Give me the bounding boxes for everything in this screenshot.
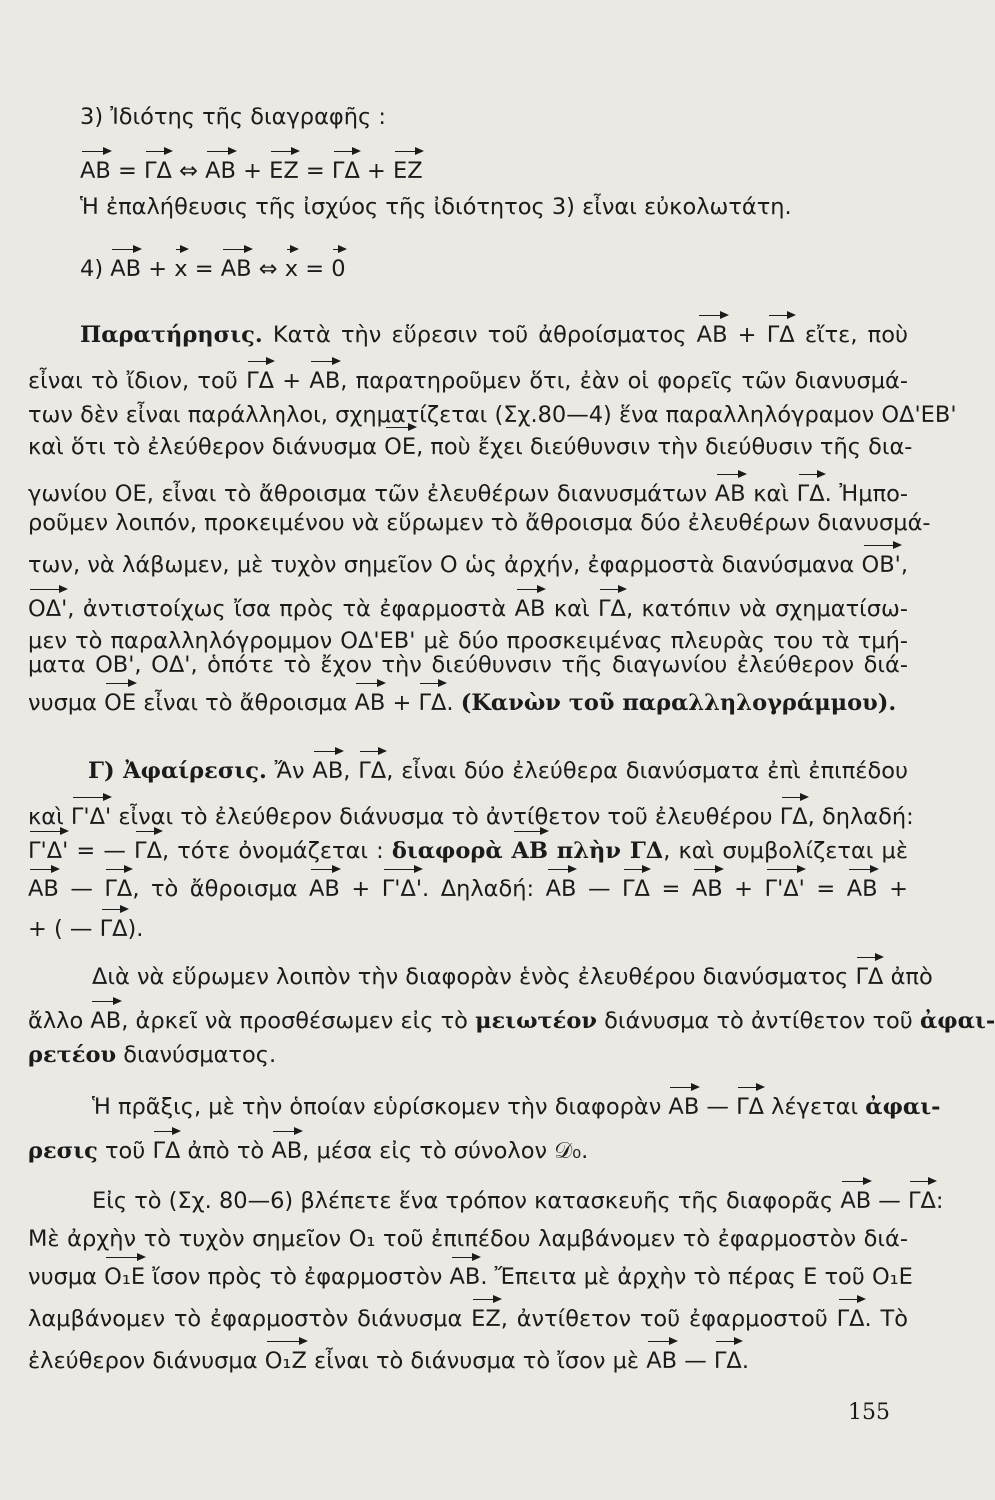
vector-ab: ΑΒ	[80, 158, 111, 184]
paragraph-3-line-1: Ἡ πρᾶξις, μὲ τὴν ὁποίαν εὑρίσκομεν τὴν διαφορὰν ΑΒ — ΓΔ λέγεται ἀφαι-	[92, 1094, 941, 1120]
paragraph-4-line-1: Εἰς τὸ (Σχ. 80—6) βλέπετε ἕνα τρόπον κατασκευῆς τῆς διαφορᾶς ΑΒ — ΓΔ:	[92, 1188, 944, 1214]
paragraph-4-line-3: νυσμα Ο₁Ε ἴσον πρὸς τὸ ἐφαρμοστὸν ΑΒ. Ἔπειτα μὲ ἀρχὴν τὸ πέρας Ε τοῦ Ο₁Ε	[28, 1264, 913, 1290]
vector-zero: 0	[331, 256, 346, 282]
vector-x: x	[174, 256, 188, 282]
vector-gd: ΓΔ	[144, 158, 172, 184]
vector-ab: ΑΒ	[220, 256, 252, 282]
vector-ez: ΕΖ	[393, 158, 423, 184]
remark-line-7: των, νὰ λάβωμεν, μὲ τυχὸν σημεῖον Ο ὡς ἀρχήν, ἐφαρμοστὰ διανύσμανα ΟΒ',	[28, 552, 908, 578]
remark-title: Παρατήρησις.	[80, 322, 263, 348]
subtraction-line-2: καὶ Γ'Δ' εἶναι τὸ ἐλεύθερον διάνυσμα τὸ ἀντίθετον τοῦ ἐλευθέρου ΓΔ, δηλαδή:	[28, 804, 914, 830]
paragraph-2-line-2: ἄλλο ΑΒ, ἀρκεῖ νὰ προσθέσωμεν εἰς τὸ μειωτέον διάνυσμα τὸ ἀντίθετον τοῦ ἀφαι-	[28, 1008, 995, 1034]
property-3-label: 3) Ἰδιότης τῆς διαγραφῆς :	[80, 104, 386, 130]
remark-line-10: ματα ΟΒ', ΟΔ', ὁπότε τὸ ἔχον τὴν διεύθυνσιν τῆς διαγωνίου ἐλεύθερον διά-	[28, 652, 908, 678]
paragraph-3-line-2: ρεσις τοῦ ΓΔ ἀπὸ τὸ ΑΒ, μέσα εἰς τὸ σύνολον 𝒟₀.	[28, 1138, 589, 1164]
property-4-formula: 4) ΑΒ + x = ΑΒ ⇔ x = 0	[80, 256, 346, 282]
vector-gd: ΓΔ	[331, 158, 360, 184]
subtraction-line-5: + ( — ΓΔ).	[28, 916, 144, 942]
paragraph-2-line-1: Διὰ νὰ εὕρωμεν λοιπὸν τὴν διαφορὰν ἑνὸς ἐλευθέρου διανύσματος ΓΔ ἀπὸ	[92, 964, 933, 990]
subtraction-title: Γ) Ἀφαίρεσις.	[88, 758, 267, 784]
page-number: 155	[848, 1400, 890, 1425]
remark-line-5: γωνίου ΟΕ, εἶναι τὸ ἄθροισμα τῶν ἐλευθέρων διανυσμάτων ΑΒ καὶ ΓΔ. Ἠμπο-	[28, 481, 908, 507]
subtraction-line-1: Γ) Ἀφαίρεσις. Ἄν ΑΒ, ΓΔ, εἶναι δύο ἐλεύθερα διανύσματα ἐπὶ ἐπιπέδου	[88, 758, 909, 784]
paragraph-2-line-3: ρετέου διανύσματος.	[28, 1042, 277, 1068]
paragraph-4-line-4: λαμβάνομεν τὸ ἐφαρμοστὸν διάνυσμα ΕΖ, ἀντίθετον τοῦ ἐφαρμοστοῦ ΓΔ. Τὸ	[28, 1306, 909, 1332]
remark-line-4: καὶ ὅτι τὸ ἐλεύθερον διάνυσμα ΟΕ, ποὺ ἔχει διεύθυνσιν τὴν διεύθυσιν τῆς δια-	[28, 434, 913, 460]
remark-line-1: Παρατήρησις. Κατὰ τὴν εὕρεσιν τοῦ ἀθροίσματος ΑΒ + ΓΔ εἴτε, ποὺ	[80, 322, 908, 348]
remark-line-8: ΟΔ', ἀντιστοίχως ἴσα πρὸς τὰ ἐφαρμοστὰ ΑΒ καὶ ΓΔ, κατόπιν νὰ σχηματίσω-	[28, 596, 908, 622]
vector-ab: ΑΒ	[110, 256, 142, 282]
remark-line-2: εἶναι τὸ ἴδιον, τοῦ ΓΔ + ΑΒ, παρατηροῦμεν ὅτι, ἐὰν οἱ φορεῖς τῶν διανυσμά-	[28, 368, 908, 394]
paragraph-4-line-2: Μὲ ἀρχὴν τὸ τυχὸν σημεῖον Ο₁ τοῦ ἐπιπέδου λαμβάνομεν τὸ ἐφαρμοστὸν διά-	[28, 1226, 908, 1252]
remark-line-6: ροῦμεν λοιπόν, προκειμένου νὰ εὕρωμεν τὸ ἄθροισμα δύο ἐλευθέρων διανυσμά-	[28, 510, 931, 536]
subtraction-line-3: Γ'Δ' = — ΓΔ, τότε ὀνομάζεται : διαφορὰ ΑΒ πλὴν ΓΔ, καὶ συμβολίζεται μὲ	[28, 838, 908, 864]
vector-ab: ΑΒ	[205, 158, 236, 184]
vector-ez: ΕΖ	[269, 158, 299, 184]
paragraph-4-line-5: ἐλεύθερον διάνυσμα Ο₁Ζ εἶναι τὸ διάνυσμα τὸ ἴσον μὲ ΑΒ — ΓΔ.	[28, 1348, 749, 1374]
subtraction-line-4: ΑΒ — ΓΔ, τὸ ἄθροισμα ΑΒ + Γ'Δ'. Δηλαδή: ΑΒ — ΓΔ = ΑΒ + Γ'Δ' = ΑΒ +	[28, 876, 908, 902]
remark-line-11: νυσμα ΟΕ εἶναι τὸ ἄθροισμα ΑΒ + ΓΔ. (Κανὼν τοῦ παραλληλογράμμου).	[28, 690, 897, 716]
remark-line-9: μεν τὸ παραλληλόγρομμον ΟΔ'ΕΒ' μὲ δύο προσκειμένας πλευρὰς του τὰ τμή-	[28, 628, 908, 654]
parallelogram-rule: (Κανὼν τοῦ παραλληλογράμμου).	[460, 690, 897, 716]
property-3-formula: ΑΒ = ΓΔ ⇔ ΑΒ + ΕΖ = ΓΔ + ΕΖ	[80, 158, 423, 184]
vector-x: x	[284, 256, 299, 282]
property-3-verification: Ἡ ἐπαλήθευσις τῆς ἰσχύος τῆς ἰδιότητος 3) εἶναι εὐκολωτάτη.	[80, 194, 792, 220]
remark-line-3: των δὲν εἶναι παράλληλοι, σχηματίζεται (Σχ.80—4) ἕνα παραλληλόγραμον ΟΔ'ΕΒ'	[28, 402, 957, 428]
